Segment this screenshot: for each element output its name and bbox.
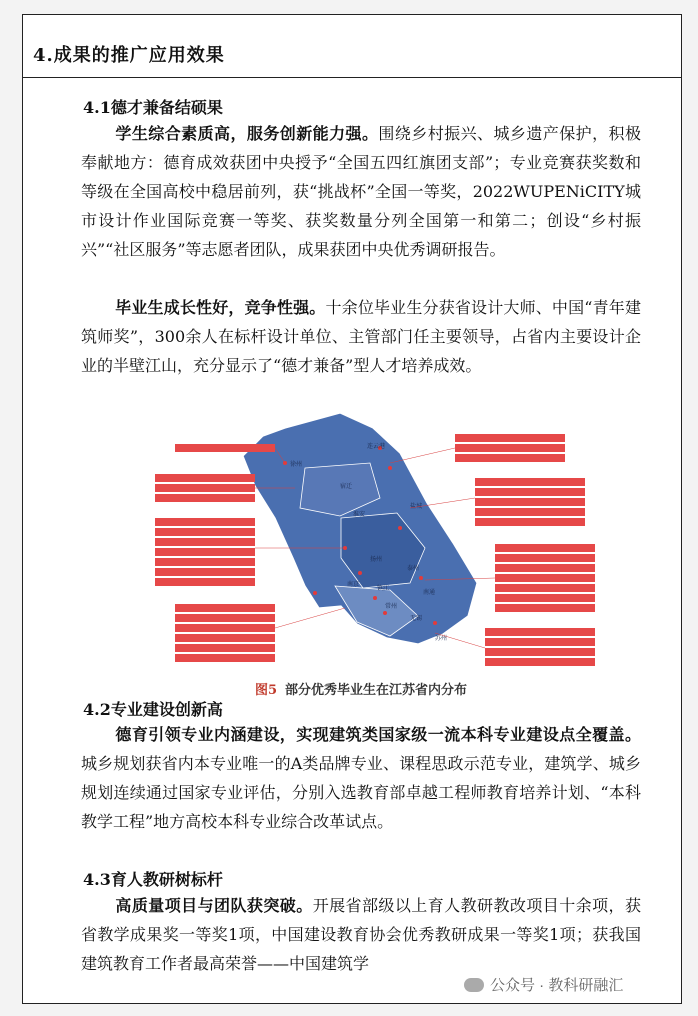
map-illustration xyxy=(135,408,611,666)
lead-bold: 毕业生成长性好，竞争性强。 xyxy=(115,298,326,317)
svg-text:扬州: 扬州 xyxy=(370,556,383,563)
heading-4-2: 4.2专业建设创新高 xyxy=(83,700,223,719)
svg-text:连云港: 连云港 xyxy=(367,443,386,450)
svg-text:泰州: 泰州 xyxy=(407,565,420,572)
watermark-text: 公众号 · 教科研融汇 xyxy=(490,977,624,994)
paragraph-4-2 xyxy=(81,720,641,836)
heading-4-1: 4.1德才兼备结硕果 xyxy=(83,98,223,117)
document-frame xyxy=(22,14,682,1004)
svg-text:徐州: 徐州 xyxy=(290,461,303,468)
paragraph-4-3 xyxy=(81,891,641,978)
figure-caption-text: 部分优秀毕业生在江苏省内分布 xyxy=(285,683,468,698)
body-text: 十余位毕业生分获省设计大师、中国“青年建筑师奖”，300余人在标杆设计单位、主管部门任主要领导，占省内主要设计企业的半壁江山，充分显示了“德才兼备”型人才培养成效。 xyxy=(81,298,641,375)
lead-bold: 高质量项目与团队获突破。 xyxy=(115,896,313,915)
heading-4-3: 4.3育人教研树标杆 xyxy=(83,870,223,889)
section-header xyxy=(23,15,681,78)
svg-text:盐城: 盐城 xyxy=(410,503,423,510)
lead-bold: 学生综合素质高，服务创新能力强。 xyxy=(115,124,379,143)
wechat-icon xyxy=(464,978,484,992)
svg-text:常州: 常州 xyxy=(385,603,398,610)
figure-caption xyxy=(255,679,467,698)
lead-bold: 德育引领专业内涵建设，实现建筑类国家级一流本科专业建设点全覆盖。 xyxy=(115,725,641,744)
body-text: 围绕乡村振兴、城乡遗产保护，积极奉献地方：德育成效获团中央授予“全国五四红旗团支部”；专业竞赛获奖数和等级在全国高校中稳居前列，获“挑战杯”全国一等奖，2022WUPENiCITY城市设计作业国际竞赛一等奖、获奖数量分列全国第一和第二；创设“乡村振兴”“社区服务”等志愿者团队，成果获团中央优秀调研报告。 xyxy=(81,124,641,259)
svg-text:苏州: 苏州 xyxy=(435,635,448,642)
svg-text:南京: 南京 xyxy=(347,581,360,588)
svg-text:淮安: 淮安 xyxy=(353,511,366,518)
body-text: 开展省部级以上育人教研教改项目十余项，获省教学成果奖一等奖1项，中国建设教育协会优秀教研成果一等奖1项；获我国建筑教育工作者最高荣誉——中国建筑学 xyxy=(81,896,641,973)
svg-text:南通: 南通 xyxy=(423,589,436,596)
paragraph-4-1-b xyxy=(81,293,641,380)
section-title: 4.成果的推广应用效果 xyxy=(33,45,225,66)
svg-text:宿迁: 宿迁 xyxy=(340,483,353,490)
wechat-watermark xyxy=(464,974,623,995)
body-text: 城乡规划获省内本专业唯一的A类品牌专业、课程思政示范专业，建筑学、城乡规划连续通过国家专业评估，分别入选教育部卓越工程师教育培养计划、“本科教学工程”地方高校本科专业综合改革试点。 xyxy=(81,754,641,831)
jiangsu-distribution-map xyxy=(135,408,611,666)
figure-label: 图5 xyxy=(255,683,278,698)
svg-text:无锡: 无锡 xyxy=(410,615,423,622)
svg-text:镇江: 镇江 xyxy=(377,585,390,592)
paragraph-4-1-a xyxy=(81,119,641,264)
